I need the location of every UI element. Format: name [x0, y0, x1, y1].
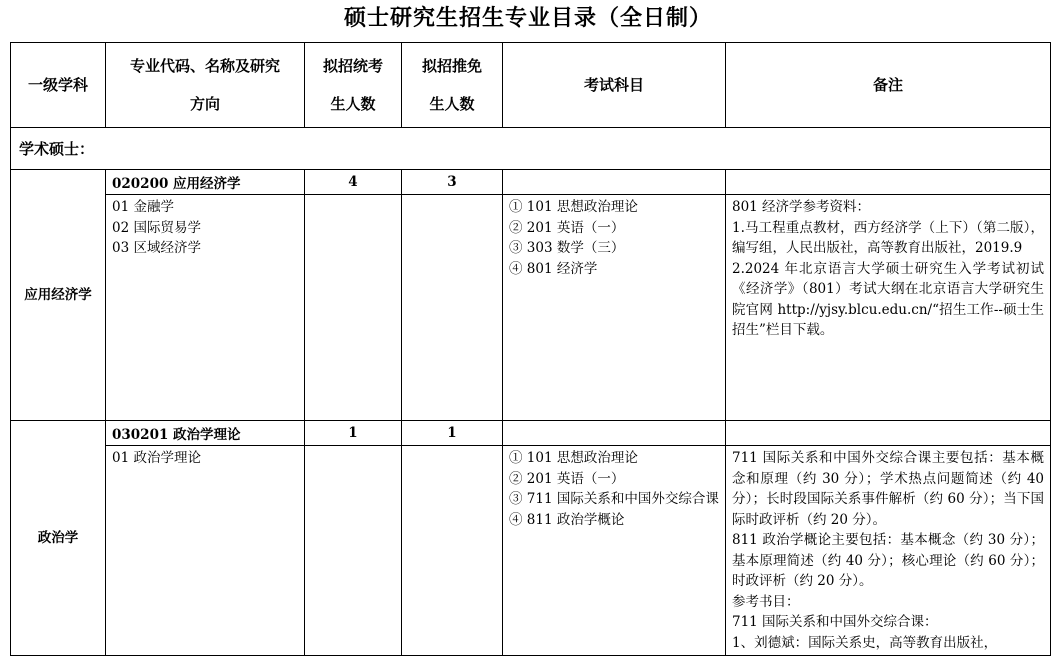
subjects-cell: [503, 195, 726, 421]
header-exam-quota-line1: 拟招统考: [322, 57, 383, 75]
note-line: 1、刘德斌：国际关系史，高等教育出版社，: [732, 634, 998, 651]
program-code-name: 020200 应用经济学: [106, 170, 305, 195]
header-row: [11, 43, 1051, 128]
header-subjects: 考试科目: [503, 43, 726, 128]
note-line: 711 国际关系和中国外交综合课：: [732, 614, 938, 630]
header-exam-quota: [305, 43, 402, 128]
empty-cell: [402, 446, 503, 656]
empty-cell: [305, 195, 402, 421]
exempt-quota: 3: [402, 170, 503, 195]
empty-cell: [402, 195, 503, 421]
exempt-quota: 1: [402, 421, 503, 446]
subject-item: ① 101 思想政治理论: [509, 450, 638, 466]
program-row: [11, 421, 1051, 446]
section-row: [11, 128, 1051, 170]
direction-item: 01 政治学理论: [112, 450, 201, 466]
empty-cell: [726, 421, 1051, 446]
note-line: 参考书目：: [732, 593, 800, 610]
header-notes: 备注: [726, 43, 1051, 128]
exam-quota: 1: [305, 421, 402, 446]
discipline-name: 政治学: [11, 421, 106, 656]
notes-cell: [726, 446, 1051, 656]
empty-cell: [503, 170, 726, 195]
program-detail-row: [11, 195, 1051, 421]
subject-item: ① 101 思想政治理论: [509, 199, 638, 215]
direction-item: 02 国际贸易学: [112, 219, 201, 236]
subject-item: ② 201 英语（一）: [509, 219, 625, 236]
direction-item: 03 区域经济学: [112, 240, 201, 256]
subject-item: ② 201 英语（一）: [509, 470, 625, 487]
page-title: 硕士研究生招生专业目录（全日制）: [343, 6, 712, 31]
header-exempt-quota: [402, 43, 503, 128]
empty-cell: [726, 170, 1051, 195]
section-label: 学术硕士：: [11, 128, 1051, 170]
subject-item: ④ 811 政治学概论: [509, 511, 625, 528]
discipline-name: 应用经济学: [11, 170, 106, 421]
directions-cell: [106, 446, 305, 656]
directions-cell: [106, 195, 305, 421]
program-detail-row: [11, 446, 1051, 656]
note-line: 1.马工程重点教材，西方经济学（上下）（第二版），编写组，人民出版社，高等教育出版社，2019.9: [732, 219, 1044, 256]
note-line: 711 国际关系和中国外交综合课主要包括：基本概念和原理（约 30 分）；学术热点问题简述（约 40 分）；长时段国际关系事件解析（约 60 分）；当下国际时政评析（约 20 分）。: [732, 450, 1049, 528]
subjects-cell: [503, 446, 726, 656]
admissions-catalog-table: [10, 42, 1051, 656]
program-code-name: 030201 政治学理论: [106, 421, 305, 446]
subject-item: ③ 711 国际关系和中国外交综合课: [509, 491, 719, 507]
exam-quota: 4: [305, 170, 402, 195]
note-line: 2.2024 年北京语言大学硕士研究生入学考试初试《经济学》（801）考试大纲在北京语言大学研究生院官网 http://yjsy.blcu.edu.cn/“招生工作--硕士生招生”栏目下载。: [732, 260, 1044, 338]
direction-item: 01 金融学: [112, 199, 174, 215]
empty-cell: [503, 421, 726, 446]
note-line: 811 政治学概论主要包括：基本概念（约 30 分）；基本原理简述（约 40 分）；核心理论（约 60 分）；时政评析（约 20 分）。: [732, 532, 1044, 589]
header-major-line1: 专业代码、名称及研究: [129, 57, 280, 75]
header-exempt-quota-line2: 生人数: [429, 95, 475, 113]
header-discipline: 一级学科: [11, 43, 106, 128]
header-exempt-quota-line1: 拟招推免: [421, 57, 482, 75]
empty-cell: [305, 446, 402, 656]
program-row: [11, 170, 1051, 195]
header-major: [106, 43, 305, 128]
note-line: 801 经济学参考资料：: [732, 199, 871, 215]
header-exam-quota-line2: 生人数: [330, 95, 376, 113]
subject-item: ③ 303 数学（三）: [509, 240, 625, 256]
header-major-line2: 方向: [189, 95, 220, 113]
subject-item: ④ 801 经济学: [509, 260, 598, 277]
notes-cell: [726, 195, 1051, 421]
